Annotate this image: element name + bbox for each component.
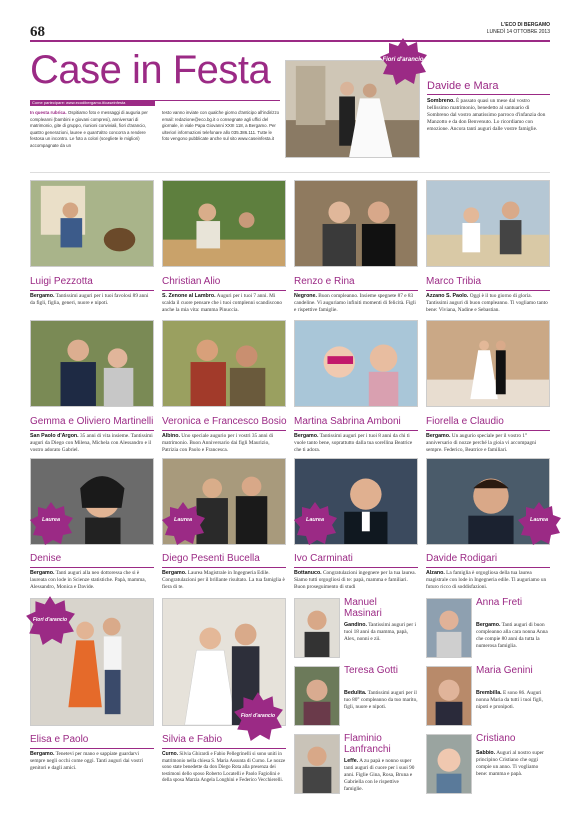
name-small-6: Cristiano [476,733,516,744]
caption-small-4 [476,690,550,711]
text: Tantissimi auguri per il tuo 80° compleanno da tuo marito, figli, nuore e nipoti. [344,690,418,710]
photo-anna [426,598,472,658]
caption-row3-1 [30,570,154,591]
caption-small-2 [476,622,550,650]
photo-luigi [30,180,154,267]
name-row2-4: Fiorella e Claudio [426,416,504,427]
place: Bergamo. [30,751,55,757]
featured-text: È passato quasi un mese dal vostro bellissimo matrimonio, benedetto al santuario di Sombreno dal vostro amatissimo parroco d'infanzia don Manzotto e da don Benvenuto. Lo ricordiamo con emozione. Ancora tanti auguri dalle vostre famiglie. [427,98,546,132]
laurea-badge-label: Laurea [529,517,549,523]
caption-elisa-paolo [30,751,154,772]
laurea-badge-1 [28,500,74,546]
place: Albino. [162,433,180,439]
text: La famiglia è orgogliosa della tua laurea magistrale con lode in Ingegneria edile. Ti auguriamo un futuro ricco di soddisfazioni. [426,570,547,590]
place: San Paolo d'Argon. [30,433,79,439]
photo-christian [162,180,286,267]
intro-text-1: Ospitiamo foto e messaggi di auguria per compleanni (bambini e giovani compresi), anniversari di matrimonio, gite di gruppo, riunioni conviviali, fiori d'arancio, quattro generazioni, lauree e quant'altro concorra a rendere festosa un incontro. Le foto a colori (scegliete le migliori) accompagnate da un [30,110,148,148]
caption-row1-4 [426,293,550,314]
section-rule-1 [30,172,550,173]
name-small-5: Flaminio Lanfranchi [344,733,391,755]
text: Oggi è il tuo giorno di gloria. Tantissimi auguri di buon compleanno. Ti vogliamo tanto bene: Viviana, Nadine e Sebastian. [426,293,548,313]
featured-place: Sombreno. [427,98,455,104]
laurea-badge-3 [292,500,338,546]
photo-manuel [294,598,340,658]
name-row2-3: Martina Sabrina Amboni [294,416,401,427]
name-row3-3: Ivo Carminati [294,553,353,564]
featured-name: Davide e Mara [427,80,499,92]
text: Tantissimi auguri per i tuoi favolosi 89 anni da figli, figlia, generi, nuore e nipoti. [30,293,149,306]
name-row1-1: Luigi Pezzotta [30,276,93,287]
caption-row3-2 [162,570,286,591]
place: Leffe. [344,758,359,764]
text: Tanti auguri di buon compleanno alla cara nonna Anna che compie 80 anni da tutta la numerosa famiglia. [476,622,548,649]
name-row3-1: Denise [30,553,62,564]
publication-date: LUNEDÌ 14 OTTOBRE 2013 [486,29,550,35]
rule-silvia-fabio [162,748,286,749]
laurea-badge-label: Laurea [41,517,61,523]
place: Bergamo. [426,433,451,439]
badge-label: Fiori d'arancio [32,617,68,623]
laurea-badge-label: Laurea [305,517,325,523]
photo-veronica-francesco [162,320,286,407]
name-row3-4: Davide Rodigari [426,553,498,564]
caption-silvia-fabio [162,751,286,785]
place: Bedulita. [344,690,367,696]
rule-row2-4 [426,430,550,431]
caption-row1-3 [294,293,418,314]
place: Bergamo. [294,433,319,439]
caption-small-5 [344,758,418,793]
page-number: 68 [30,24,45,40]
caption-row2-3 [294,433,418,454]
caption-row1-2 [162,293,286,314]
flower-badge-icon [160,500,206,546]
caption-small-1 [344,622,418,643]
badge-silvia-fabio [232,690,284,742]
name-row2-2: Veronica e Francesco Bosio [162,416,287,427]
photo-flaminio [294,734,340,794]
flower-badge-icon [292,500,338,546]
caption-row2-1 [30,433,154,454]
place: Bergamo. [476,622,501,628]
photo-cristiano [426,734,472,794]
participate-bar[interactable]: Come partecipare: www.ecodibergamo.it/caseinfesta [30,100,155,106]
badge-label: Fiori d'arancio [240,713,276,719]
laurea-badge-4 [516,500,562,546]
place: Curno. [162,751,179,757]
publication-name: L'ECO DI BERGAMO [501,22,550,28]
photo-teresa [294,666,340,726]
caption-row3-3 [294,570,418,591]
text: Congratulazioni ingegnere per la tua laurea. Siamo tutti orgogliosi di te: papà, mamma e familiari. Buon proseguimento di studi [294,570,416,590]
rule-row1-3 [294,290,418,291]
text: Auguri al nostro super principino Cristiano che oggi compie un anno. Ti vogliamo bene: mamma e papà. [476,750,544,777]
text: Laurea Magistrale in Ingegneria Edile. Congratulazioni per il brillante risultato. La tua famiglia è fiera di te. [162,570,285,590]
text: Uno speciale augurio per i vostri 35 anni di matrimonio. Buon Anniversario dai figli Maurizio, Patrizia con Paolo e Francesca. [162,433,274,453]
rule-row3-3 [294,567,418,568]
rule-row3-2 [162,567,286,568]
text: Tanti auguri alla neo dottoressa che si è laureata con lode in Scienze statistiche. Papà, mamma, Alessandro, Monica e Davide. [30,570,146,590]
intro-column-1 [30,110,155,150]
place: Brembilla. [476,690,502,696]
place: Alzano. [426,570,445,576]
rule-row3-1 [30,567,154,568]
caption-row2-2 [162,433,286,454]
rule-row1-4 [426,290,550,291]
photo-renzo-rina [294,180,418,267]
text: Tenetevi per mano e sappiate guardarvi sempre negli occhi come oggi. Tanti auguri dai vostri genitori e dagli amici. [30,751,143,771]
featured-badge [378,36,428,86]
featured-badge-label: Fiori d'arancio [382,57,424,63]
text: Silvia Ghirardi e Fabio Pellegrinelli si sono uniti in matrimonio nella chiesa S. Maria Assunta di Curno. Le nozze sono state benedette da don Diego Rota alla presenza dei testimoni dello sposo Roberto Locatelli e Paolo Fagiolini e della sposa Marzia Angela Longhini e Federico Vecchierelli. [162,752,286,784]
place: Negrone. [294,293,317,299]
text: Un augurio speciale per il vostro 1° anniversario di nozze perché la gioia vi accompagni sempre. Federico, Beatrice e familiari. [426,433,537,453]
masthead [487,22,550,36]
place: Bergamo. [30,293,55,299]
place: Sabbio. [476,750,496,756]
place: Bergamo. [30,570,55,576]
place: Azzano S. Paolo. [426,293,469,299]
name-small-4: Maria Genini [476,665,533,676]
featured-caption [427,98,550,133]
photo-martina [294,320,418,407]
name-row2-1: Gemma e Oliviero Martinelli [30,416,154,427]
rule-row2-1 [30,430,154,431]
badge-elisa-paolo [24,594,76,646]
flower-badge-icon [516,500,562,546]
place: Bottanuco. [294,570,322,576]
rule-row2-2 [162,430,286,431]
page-title: Case in Festa [30,48,271,92]
caption-row3-4 [426,570,550,591]
photo-marco [426,180,550,267]
text: 35 anni di vita insieme. Tantissimi auguri da Diego con Milena, Michela con Alessandro e il vostro adorato Gabriel. [30,433,153,453]
name-small-3: Teresa Gotti [344,665,398,676]
name-small-2: Anna Freti [476,597,523,608]
caption-small-6 [476,750,550,778]
name-row3-2: Diego Pesenti Bucella [162,553,260,564]
text: E sono 86. Auguri nonna Maria da tutti i tuoi figli, nipoti e pronipoti. [476,690,543,710]
featured-rule [427,94,550,95]
caption-row2-4 [426,433,550,454]
photo-maria [426,666,472,726]
photo-fiorella-claudio [426,320,550,407]
rule-elisa-paolo [30,748,154,749]
flower-badge-icon [28,500,74,546]
caption-small-3 [344,690,418,711]
rule-row3-4 [426,567,550,568]
name-row1-3: Renzo e Rina [294,276,355,287]
place: Bergamo. [162,570,187,576]
name-silvia-fabio: Silvia e Fabio [162,734,223,745]
name-small-1: Manuel Masinari [344,597,382,619]
rule-row1-2 [162,290,286,291]
name-row1-2: Christian Alio [162,276,221,287]
rule-row2-3 [294,430,418,431]
text: A zu papà e nonno super tanti auguri di cuore per i suoi 90 anni. Figlie Gina, Rosa, Bruna e Gabriella con le rispettive famiglie. [344,758,415,792]
intro-lead: In questa rubrica. [30,110,67,115]
caption-row1-1 [30,293,154,307]
text: Buon compleanno. Insieme spegnete 87 e 83 candeline. Vi auguriamo infiniti momenti di felicità. Figli e rispettive famiglie. [294,293,416,313]
laurea-badge-label: Laurea [173,517,193,523]
photo-gemma-oliviero [30,320,154,407]
name-elisa-paolo: Elisa e Paolo [30,734,89,745]
place: S. Zenone al Lambro. [162,293,216,299]
top-rule [30,40,550,42]
intro-column-2: testo vanno inviate con qualche giorno d'anticipo all'indirizzo email: redazione@eco.bg.it o consegnate agli uffici del giornale, in viale Papa Giovanni XXIII 118, a Bergamo. Per ulteriori informazioni telefonare allo 035.386.111. Tutte le foto vengono pubblicate anche sul sito www.caseinfesta.it [162,110,280,142]
text: Auguri per i tuoi 7 anni. Mi scalda il cuore pensare che i tuoi complenni scandiscono anche la mia vita: mamma Pinuccia. [162,293,283,313]
laurea-badge-2 [160,500,206,546]
text: Tantissimi auguri per i tuoi 18 anni da mamma, papà, Alex, nonni e zii. [344,622,416,642]
rule-row1-1 [30,290,154,291]
name-row1-4: Marco Tribia [426,276,482,287]
place: Gandino. [344,622,367,628]
text: Tantissimi auguri per i tuoi 8 anni da chi ti vuole tanto bene, soprattutto dalla tua sorellina Beatrice che ti adora. [294,433,413,453]
